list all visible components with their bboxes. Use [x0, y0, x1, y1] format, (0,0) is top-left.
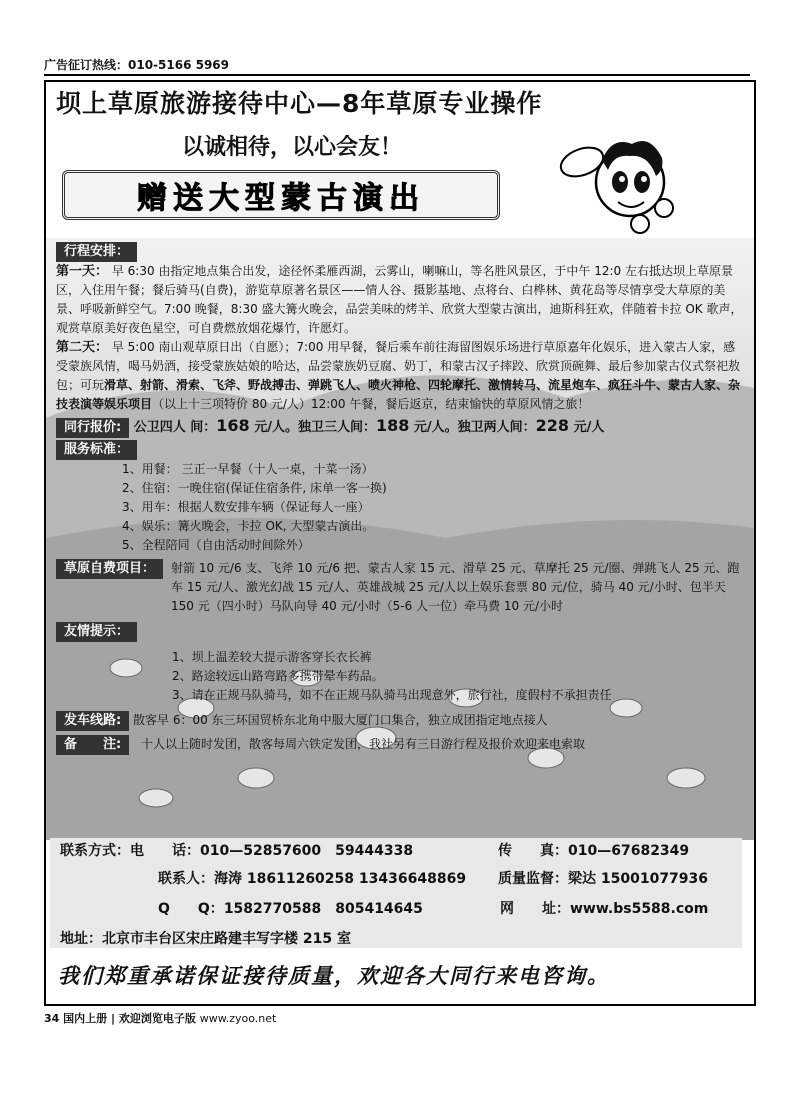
service-list — [56, 460, 746, 555]
price-v1: 168 — [216, 416, 250, 435]
service-item: 1、用餐： 三正一早餐（十人一桌，十菜一汤） — [122, 462, 374, 476]
fax-value: 010—67682349 — [568, 843, 690, 859]
departure-text: 散客早 6：00 东三环国贸桥东北角中服大厦门口集合，独立成团指定地点接人 — [133, 713, 548, 727]
itinerary-content — [56, 242, 746, 755]
web-link[interactable]: www.bs5588.com — [570, 901, 709, 917]
tip-item: 1、坝上温差较大提示游客穿长衣长裤 — [172, 650, 372, 664]
day2-label: 第二天： — [56, 340, 109, 355]
service-item: 5、全程陪同（自由活动时间除外） — [122, 538, 310, 552]
contact-fax-line — [498, 840, 689, 860]
departure-row — [56, 711, 746, 731]
day2-paragraph — [56, 338, 746, 414]
person-label: 联系人： — [158, 871, 214, 887]
contact-address-line — [60, 928, 351, 948]
mascot-illustration — [552, 124, 682, 234]
day2-activities: 滑草、射箭、滑索、飞斧、野战搏击、弹跳飞人、喷火神枪、四轮摩托、激情转马、流星炮车、疯狂斗牛、蒙古人家、杂技表演等娱乐项目 — [56, 378, 741, 411]
contact-person-line — [158, 868, 466, 888]
day1-label: 第一天： — [56, 264, 109, 279]
section-name: 国内上册 — [63, 1012, 108, 1025]
tips-list — [56, 642, 746, 705]
day2-text-c: （以上十三项特价 80 元/人）12:00 午餐，餐后返京，结束愉快的草原风情之旅！ — [152, 397, 590, 411]
person-value: 海涛 18611260258 13436648869 — [214, 871, 467, 887]
price-v3: 228 — [535, 416, 570, 435]
web-label: 网 址： — [500, 901, 570, 917]
slogan: 以诚相待，以心会友！ — [182, 135, 403, 160]
price-v2: 188 — [375, 416, 410, 435]
service-tag: 服务标准： — [56, 440, 137, 460]
self-pay-row — [56, 559, 746, 616]
footer-separator: | — [111, 1012, 116, 1025]
banner-text: 赠送大型蒙古演出 — [137, 181, 425, 216]
page-footer — [44, 1010, 276, 1026]
service-item: 2、住宿：一晚住宿(保证住宿条件, 床单一客一换) — [122, 481, 387, 495]
pricing-row — [56, 416, 746, 438]
footer-site-link[interactable]: www.zyoo.net — [199, 1012, 277, 1025]
itinerary-tag: 行程安排： — [56, 242, 137, 262]
ad-hotline: 广告征订热线：010-5166 5969 — [44, 58, 230, 72]
service-item: 3、用车：根据人数安排车辆（保证每人一座） — [122, 500, 370, 514]
pricing-tag: 同行报价: — [56, 418, 129, 438]
service-item: 4、娱乐：篝火晚会，卡拉 OK, 大型蒙古演出。 — [122, 519, 375, 533]
remarks-text: 十人以上随时发团，散客每周六铁定发团，我社另有三日游行程及报价欢迎来电索取 — [141, 737, 586, 751]
phone-value: 010—52857600 59444338 — [200, 843, 414, 859]
tip-item: 3、请在正规马队骑马，如不在正规马队骑马出现意外，旅行社，度假村不承担责任 — [172, 688, 612, 702]
day1-paragraph — [56, 262, 746, 338]
price-u1: 元/人。独卫三人间： — [249, 420, 376, 435]
price-u2: 元/人。独卫两人间： — [409, 420, 536, 435]
contact-phone-line — [60, 840, 413, 860]
headline: 坝上草原旅游接待中心—8年草原专业操作 — [56, 89, 543, 118]
remarks-row — [56, 735, 746, 755]
day2-text-a: 早 5:00 南山观草原日出（自愿）；7:00 用早餐，餐后乘车前往海留图娱乐场进行草原嘉年化娱乐，进入蒙古人家，感受蒙族风情，喝马奶酒，接受蒙族姑娘的哈达，品尝蒙族奶豆腐、奶丁，和蒙古汉子摔跤、欣赏顶碗舞、最后参加蒙古仪式祭祀敖包；可玩 — [56, 340, 741, 392]
quality-label: 质量监督： — [498, 871, 568, 887]
remarks-tag: 备 注: — [56, 735, 129, 755]
contact-quality-line — [498, 868, 708, 888]
address-value: 北京市丰台区宋庄路建丰写字楼 215 室 — [102, 931, 351, 947]
qq-value: 1582770588 805414645 — [223, 901, 423, 917]
day1-text: 早 6:30 由指定地点集合出发，途径怀柔雁西湖，云雾山，喇嘛山，等名胜风景区，于中午 12:0 左右抵达坝上草原景区，入住用午餐；餐后骑马(自费)，游览草原著名景区——情人谷、摄影基地、点将台、白桦林、黄花岛等尽情享受大草原的美景、呼吸新鲜空气。7:00 晚餐，8:30 盛大篝火晚会，品尝美味的烤羊、欣赏大型蒙古演出，迪斯科狂欢，伴随着卡拉 OK 歌声，观赏草原美好夜色星空，可自费燃放烟花爆竹，许愿灯。 — [56, 264, 743, 335]
address-label: 地址： — [60, 931, 102, 947]
qq-label: Q Q： — [158, 901, 224, 917]
quality-value: 梁达 15001077936 — [568, 871, 709, 887]
fax-label: 传 真： — [498, 843, 568, 859]
footer-note: 欢迎浏览电子版 — [118, 1012, 196, 1025]
price-p1: 公卫四人 间： — [133, 420, 217, 435]
banner — [62, 170, 500, 220]
page-number: 34 — [44, 1012, 60, 1025]
contact-web-line — [500, 898, 708, 918]
price-u3: 元/人 — [569, 420, 605, 435]
departure-tag: 发车线路: — [56, 711, 129, 731]
phone-label: 联系方式：电 话： — [60, 843, 200, 859]
self-pay-text: 射箭 10 元/6 支、飞斧 10 元/6 把、蒙古人家 15 元、滑草 25 元、草摩托 25 元/圈、弹跳飞人 25 元、跑车 15 元/人、激光幻战 15 元/人、英雄战城 25 元/人以上娱乐套票 80 元/位，骑马 40 元/小时、包半天 150 元（四小时）马队向导 40 元/小时（5-6 人一位）牵马费 10 元/小时 — [171, 561, 740, 613]
contact-qq-line — [158, 898, 423, 918]
closing-statement: 我们郑重承诺保证接待质量，欢迎各大同行来电咨询。 — [58, 963, 610, 988]
top-rule — [44, 74, 750, 76]
tip-item: 2、路途较远山路弯路多携带晕车药品。 — [172, 669, 384, 683]
self-pay-tag: 草原自费项目： — [56, 559, 163, 579]
tips-tag: 友情提示： — [56, 622, 137, 642]
